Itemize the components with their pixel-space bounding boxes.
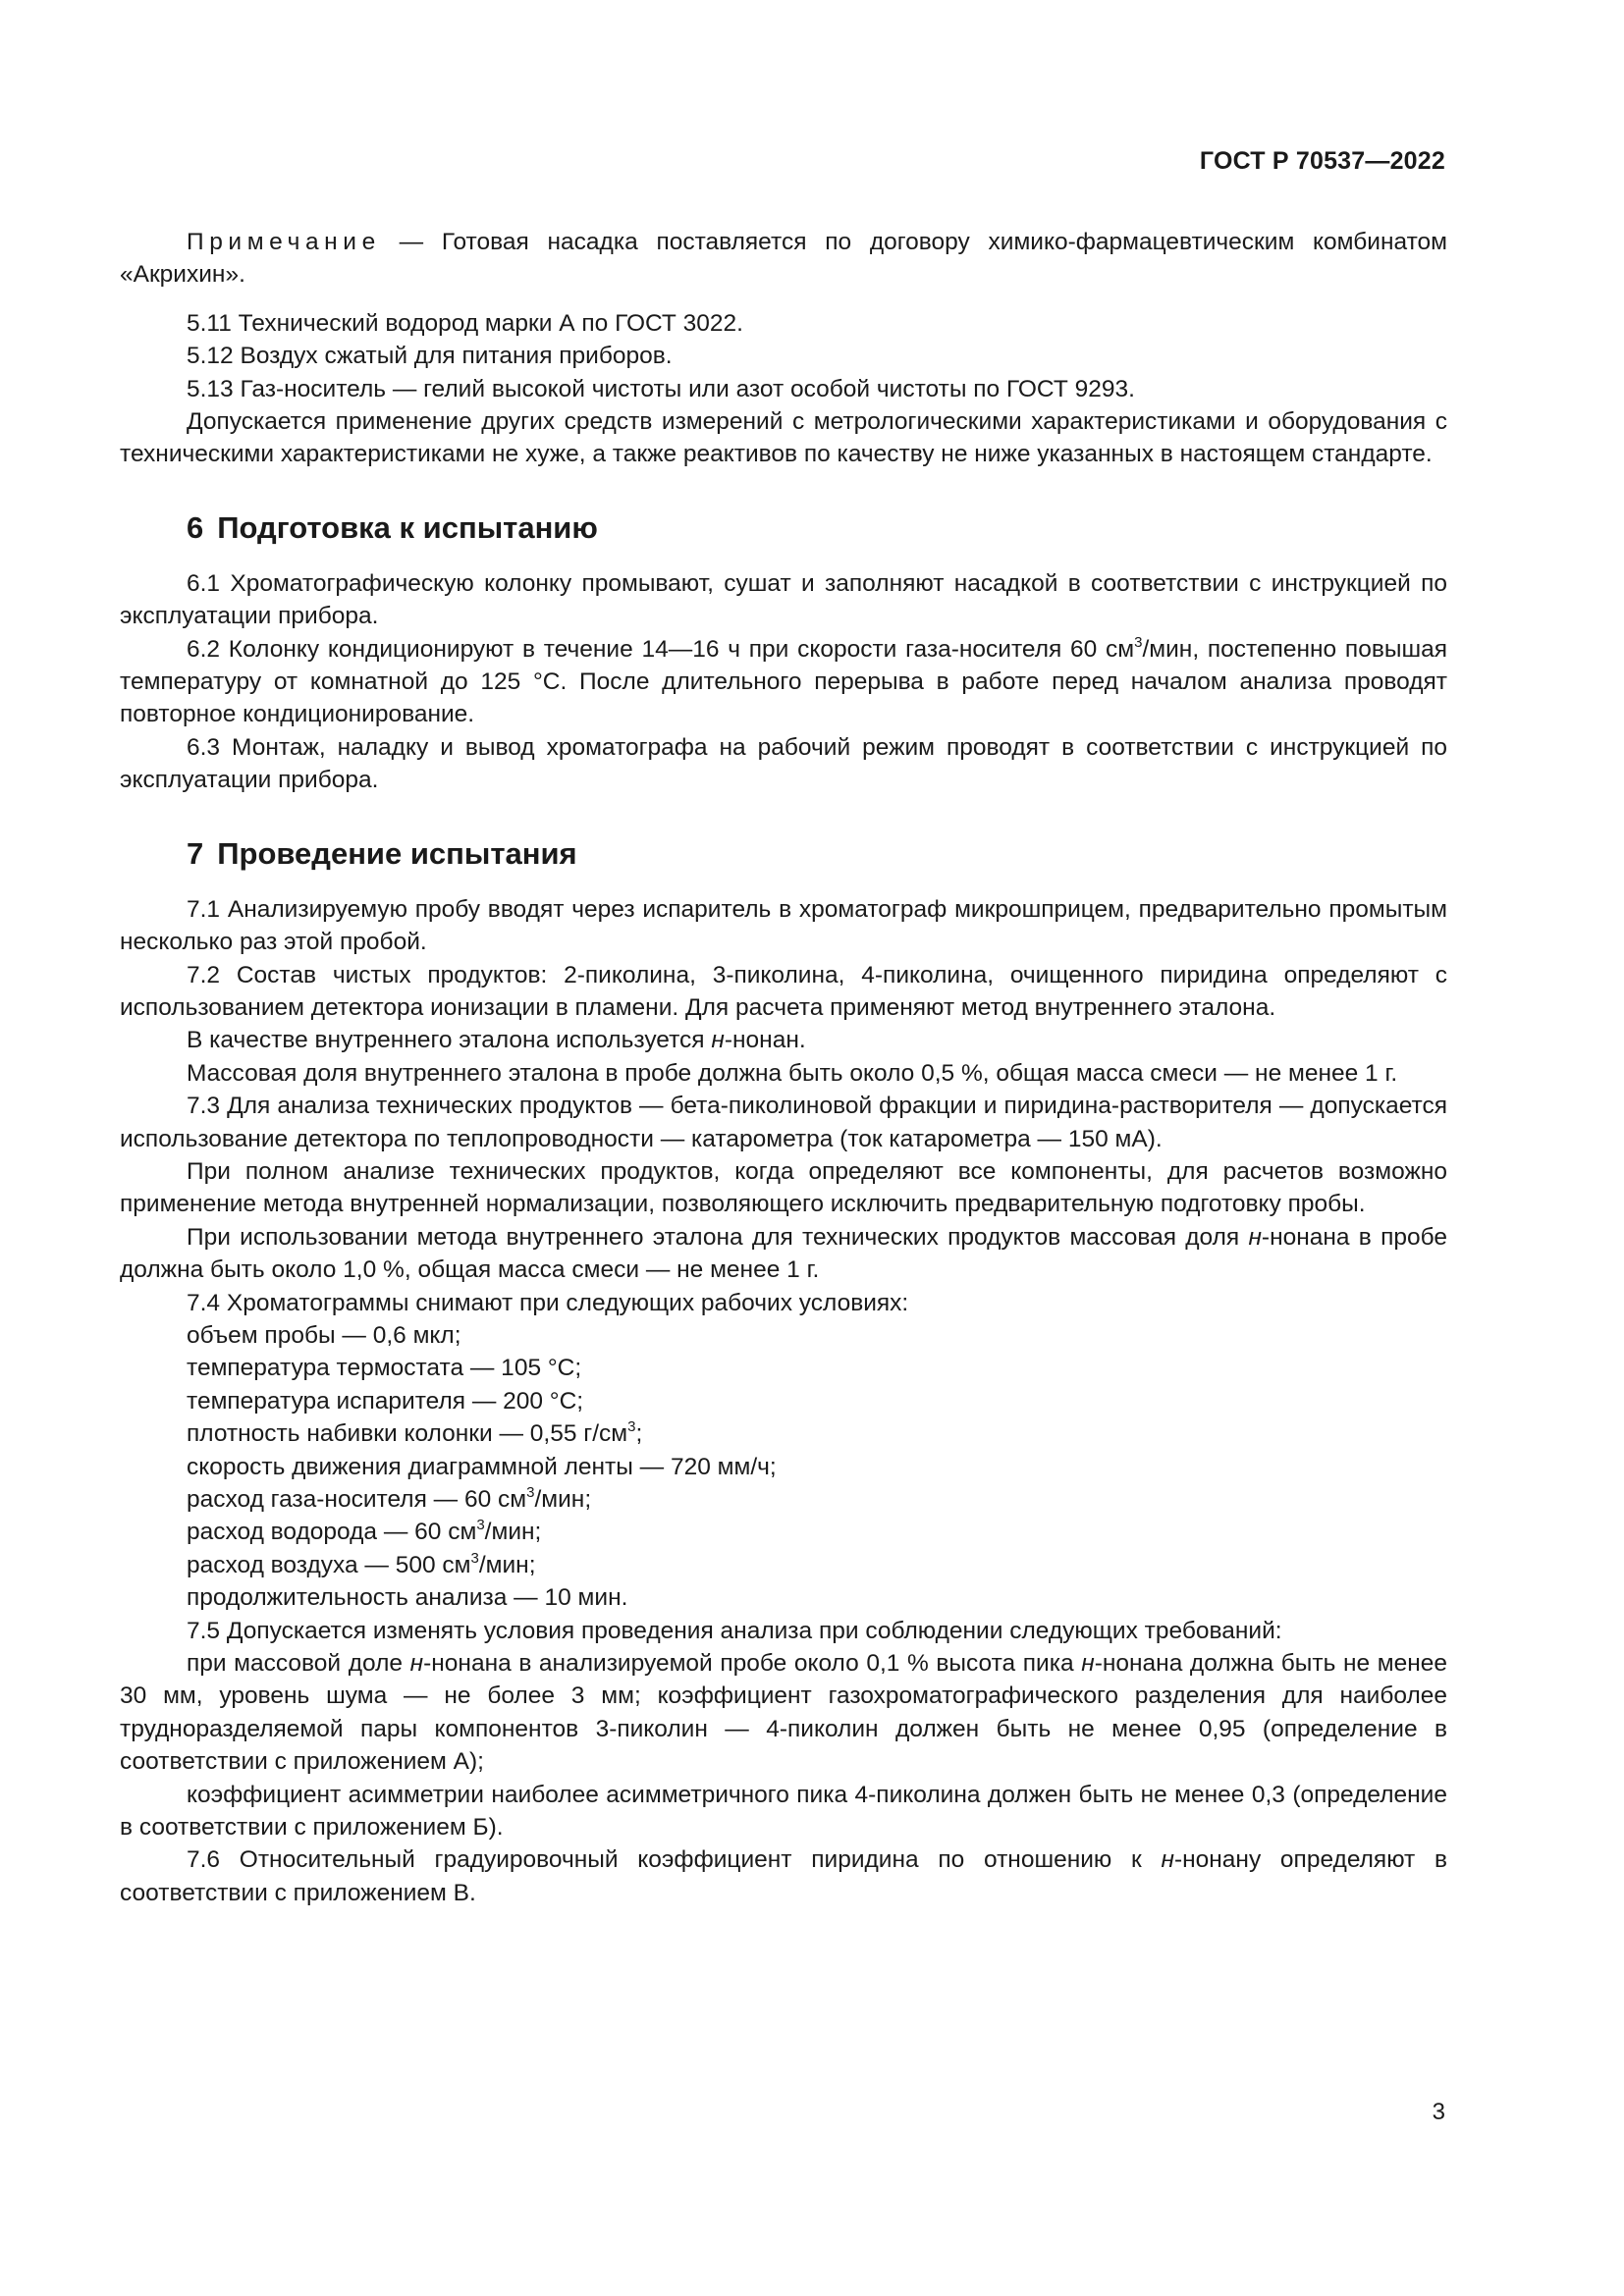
text: расход водорода — 60 см bbox=[187, 1519, 477, 1546]
italic-n: н bbox=[1081, 1650, 1095, 1678]
italic-n: н bbox=[1248, 1223, 1262, 1251]
text: При использовании метода внутреннего эталона для технических продуктов массовая доля bbox=[187, 1223, 1249, 1251]
text: ; bbox=[635, 1420, 643, 1448]
clause-6-2 bbox=[120, 633, 1447, 731]
text: расход воздуха — 500 см bbox=[187, 1551, 471, 1578]
text: /мин; bbox=[534, 1486, 592, 1513]
text: -нонана в анализируемой пробе около 0,1 % высота пика bbox=[423, 1650, 1082, 1678]
section-6-title: Подготовка к испытанию bbox=[217, 509, 598, 545]
superscript: 3 bbox=[627, 1418, 636, 1436]
condition-air-flow bbox=[120, 1549, 1447, 1581]
condition-packing-density bbox=[120, 1417, 1447, 1450]
text: -нонана в пробе должна быть около 1,0 %, общая масса смеси — не менее 1 г. bbox=[120, 1223, 1447, 1284]
clause-6-3: 6.3 Монтаж, наладку и вывод хроматографа на рабочий режим проводят в соответствии с инструкцией по эксплуатации прибора. bbox=[120, 733, 1447, 794]
section-6-number: 6 bbox=[187, 509, 204, 545]
clause-5-13: 5.13 Газ-носитель — гелий высокой чистоты или азот особой чистоты по ГОСТ 9293. bbox=[187, 375, 1135, 402]
condition-evaporator-temp: температура испарителя — 200 °С; bbox=[187, 1387, 584, 1415]
text: -нонана должна быть не менее 30 мм, уровень шума — не более 3 мм; коэффициент газохроматографического разделения для наиболее трудноразделяемой пары компонентов 3-пиколин — 4-пиколин должен быть не менее 0,95 (определение в соответствии с приложением А); bbox=[120, 1650, 1447, 1776]
page-number: 3 bbox=[1432, 2099, 1445, 2125]
document-body bbox=[120, 226, 1447, 1909]
section-7-number: 7 bbox=[187, 835, 204, 871]
italic-n: н bbox=[711, 1027, 725, 1054]
clause-5-allowed: Допускается применение других средств измерений с метрологическими характеристиками и оборудования с техническими характеристиками не хуже, а также реактивов по качеству не ниже указанных в настоящем стандарте. bbox=[120, 408, 1447, 468]
text: 7.6 Относительный градуировочный коэффициент пиридина по отношению к bbox=[187, 1846, 1162, 1874]
condition-sample-volume: объем пробы — 0,6 мкл; bbox=[187, 1321, 461, 1349]
section-7-heading bbox=[187, 834, 1447, 874]
condition-hydrogen-flow bbox=[120, 1516, 1447, 1548]
superscript: 3 bbox=[470, 1549, 479, 1567]
text: при массовой доле bbox=[187, 1650, 410, 1678]
text: плотность набивки колонки — 0,55 г/см bbox=[187, 1420, 628, 1448]
clause-7-2-mass: Массовая доля внутреннего эталона в пробе должна быть около 0,5 %, общая масса смеси — не менее 1 г. bbox=[187, 1059, 1398, 1087]
italic-n: н bbox=[409, 1650, 424, 1678]
text: /мин; bbox=[484, 1519, 542, 1546]
clause-5-11: 5.11 Технический водород марки А по ГОСТ 3022. bbox=[187, 309, 743, 337]
section-7-title: Проведение испытания bbox=[217, 835, 577, 871]
clause-7-5-asymmetry: коэффициент асимметрии наиболее асимметричного пика 4-пиколина должен быть не менее 0,3 (определение в соответствии с приложением Б). bbox=[120, 1781, 1447, 1842]
clause-7-4: 7.4 Хроматограммы снимают при следующих рабочих условиях: bbox=[187, 1289, 909, 1316]
note-label: Примечание bbox=[187, 229, 381, 255]
condition-thermostat-temp: температура термостата — 105 °С; bbox=[187, 1355, 582, 1382]
italic-n: н bbox=[1161, 1846, 1174, 1874]
clause-7-1: 7.1 Анализируемую пробу вводят через испаритель в хроматограф микрошприцем, предварительно промытым несколько раз этой пробой. bbox=[120, 895, 1447, 956]
clause-7-5-requirement bbox=[120, 1647, 1447, 1779]
clause-7-2-standard bbox=[120, 1024, 1447, 1056]
clause-7-3: 7.3 Для анализа технических продуктов — бета-пиколиновой фракции и пиридина-растворителя — допускается использование детектора по теплопроводности — катарометра (ток катарометра — 150 мА). bbox=[120, 1093, 1447, 1152]
clause-7-3-full-analysis: При полном анализе технических продуктов, когда определяют все компоненты, для расчетов возможно применение метода внутренней нормализации, позволяющего исключить предварительную подготовку пробы. bbox=[120, 1157, 1447, 1218]
text: В качестве внутреннего эталона используется bbox=[187, 1027, 712, 1054]
section-6-heading bbox=[187, 508, 1447, 548]
superscript: 3 bbox=[476, 1517, 485, 1534]
condition-tape-speed: скорость движения диаграммной ленты — 720 мм/ч; bbox=[187, 1453, 777, 1480]
text: -нонану определяют в соответствии с приложением В. bbox=[120, 1846, 1447, 1906]
superscript: 3 bbox=[526, 1484, 535, 1501]
clause-6-2-text: 6.2 Колонку кондиционируют в течение 14—16 ч при скорости газа-носителя 60 см bbox=[187, 635, 1135, 663]
clause-6-2-text-cont: /мин, постепенно повышая температуру от комнатной до 125 °С. После длительного перерыва в работе перед началом анализа проводят повторное кондиционирование. bbox=[120, 635, 1447, 728]
clause-5-12: 5.12 Воздух сжатый для питания приборов. bbox=[187, 343, 673, 370]
clause-7-2: 7.2 Состав чистых продуктов: 2-пиколина, 3-пиколина, 4-пиколина, очищенного пиридина определяют с использованием детектора ионизации в пламени. Для расчета применяют метод внутреннего эталона. bbox=[120, 961, 1447, 1021]
condition-carrier-flow bbox=[120, 1483, 1447, 1516]
condition-duration: продолжительность анализа — 10 мин. bbox=[187, 1584, 628, 1612]
note-text: — Готовая насадка поставляется по договору химико-фармацевтическим комбинатом «Акрихин». bbox=[120, 229, 1447, 289]
text: /мин; bbox=[478, 1551, 536, 1578]
clause-7-5: 7.5 Допускается изменять условия проведения анализа при соблюдении следующих требований: bbox=[187, 1617, 1282, 1644]
document-id-header: ГОСТ Р 70537—2022 bbox=[1199, 147, 1445, 175]
note-paragraph bbox=[120, 226, 1447, 292]
clause-6-1: 6.1 Хроматографическую колонку промывают, сушат и заполняют насадкой в соответствии с инструкцией по эксплуатации прибора. bbox=[120, 569, 1447, 630]
superscript: 3 bbox=[1134, 633, 1143, 651]
clause-7-6 bbox=[120, 1843, 1447, 1909]
text: -нонан. bbox=[724, 1027, 806, 1054]
clause-7-3-internal-standard bbox=[120, 1221, 1447, 1287]
text: расход газа-носителя — 60 см bbox=[187, 1486, 527, 1513]
